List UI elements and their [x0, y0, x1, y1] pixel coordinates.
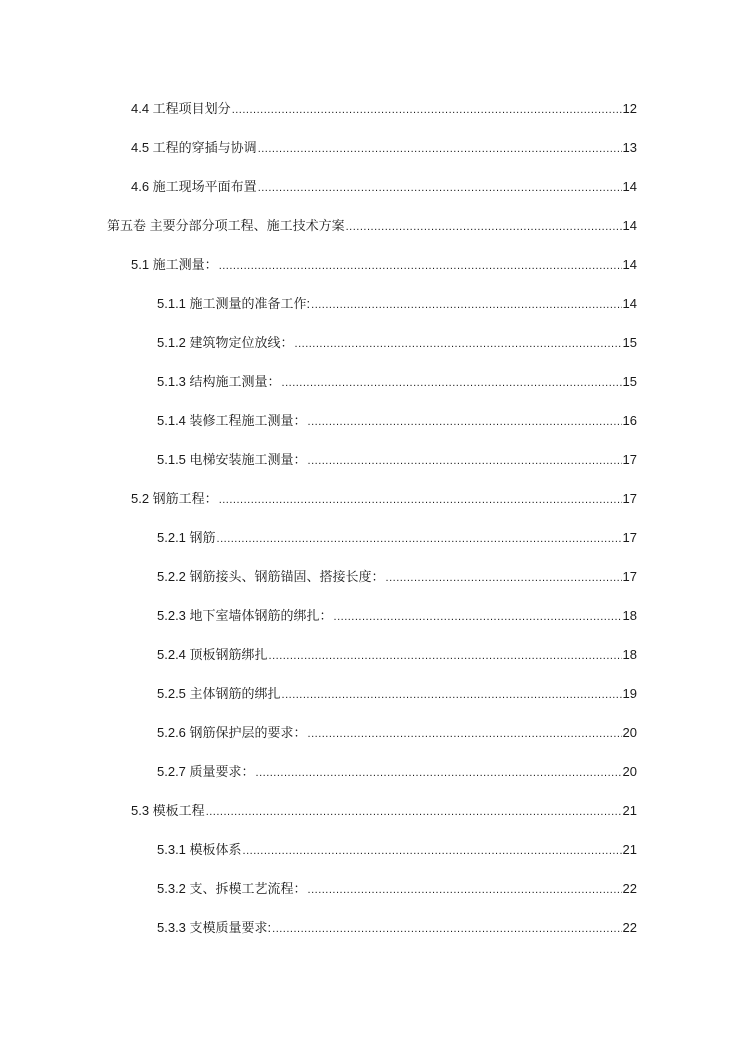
toc-entry-5-2-2[interactable] — [157, 568, 637, 586]
toc-entry-page: 12 — [622, 101, 637, 116]
toc-entry-5-3-1[interactable] — [157, 841, 637, 859]
toc-dot-leader — [256, 765, 622, 781]
toc-entry-4-4[interactable] — [131, 100, 637, 118]
toc-entry-label: 5.1.3 结构施工测量： — [157, 374, 281, 389]
toc-dot-leader — [308, 414, 622, 430]
toc-entry-5-2-5[interactable] — [157, 685, 637, 703]
toc-dot-leader — [308, 882, 622, 898]
toc-entry-label: 5.3.2 支、拆模工艺流程： — [157, 881, 307, 896]
toc-entry-5-2-4[interactable] — [157, 646, 637, 664]
toc-dot-leader — [311, 297, 621, 313]
toc-dot-leader — [295, 336, 622, 352]
toc-entry-page: 17 — [622, 452, 637, 467]
toc-entry-5-2[interactable] — [131, 490, 637, 508]
toc-dot-leader — [282, 687, 622, 703]
toc-entry-label: 5.1.5 电梯安装施工测量： — [157, 452, 307, 467]
toc-entry-label: 5.2.2 钢筋接头、钢筋锚固、搭接长度： — [157, 569, 385, 584]
toc-entry-5-3-3[interactable] — [157, 919, 637, 937]
toc-dot-leader — [217, 531, 622, 547]
toc-entry-page: 14 — [622, 257, 637, 272]
toc-entry-label: 5.2.5 主体钢筋的绑扎 — [157, 686, 281, 701]
toc-entry-label: 5.1 施工测量： — [131, 257, 218, 272]
toc-entry-page: 17 — [622, 491, 637, 506]
toc-dot-leader — [269, 648, 622, 664]
toc-dot-leader — [308, 453, 622, 469]
toc-dot-leader — [272, 921, 621, 937]
toc-entry-label: 5.3 模板工程 — [131, 803, 205, 818]
toc-entry-label: 5.3.3 支模质量要求: — [157, 920, 272, 935]
toc-entry-label: 5.3.1 模板体系 — [157, 842, 242, 857]
toc-dot-leader — [206, 804, 622, 820]
toc-entry-page: 18 — [622, 647, 637, 662]
toc-entry-label: 5.1.1 施工测量的准备工作: — [157, 296, 311, 311]
toc-entry-page: 20 — [622, 764, 637, 779]
toc-entry-volume-5[interactable] — [107, 217, 637, 235]
toc-entry-label: 4.6 施工现场平面布置 — [131, 179, 257, 194]
toc-entry-4-5[interactable] — [131, 139, 637, 157]
toc-dot-leader — [386, 570, 622, 586]
toc-entry-page: 21 — [622, 803, 637, 818]
toc-entry-page: 19 — [622, 686, 637, 701]
toc-dot-leader — [282, 375, 622, 391]
toc-entry-page: 17 — [622, 530, 637, 545]
toc-entry-5-3-2[interactable] — [157, 880, 637, 898]
toc-entry-page: 17 — [622, 569, 637, 584]
toc-dot-leader — [334, 609, 622, 625]
toc-entry-label: 5.2.3 地下室墙体钢筋的绑扎： — [157, 608, 333, 623]
toc-entry-label: 5.1.2 建筑物定位放线： — [157, 335, 294, 350]
toc-entry-label: 5.2 钢筋工程： — [131, 491, 218, 506]
toc-entry-page: 18 — [622, 608, 637, 623]
toc-entry-5-1[interactable] — [131, 256, 637, 274]
toc-dot-leader — [219, 258, 622, 274]
toc-entry-label: 4.4 工程项目划分 — [131, 101, 231, 116]
toc-entry-5-2-3[interactable] — [157, 607, 637, 625]
toc-entry-page: 21 — [622, 842, 637, 857]
toc-entry-5-1-1[interactable] — [157, 295, 637, 313]
toc-entry-5-2-1[interactable] — [157, 529, 637, 547]
toc-dot-leader — [308, 726, 622, 742]
toc-entry-5-2-6[interactable] — [157, 724, 637, 742]
toc-entry-page: 20 — [622, 725, 637, 740]
toc-entry-page: 22 — [622, 881, 637, 896]
toc-dot-leader — [258, 180, 622, 196]
toc-entry-label: 5.1.4 装修工程施工测量： — [157, 413, 307, 428]
toc-entry-label: 5.2.7 质量要求： — [157, 764, 255, 779]
toc-entry-page: 14 — [622, 218, 637, 233]
toc-entry-label: 5.2.1 钢筋 — [157, 530, 216, 545]
toc-entry-page: 15 — [622, 335, 637, 350]
toc-entry-5-1-4[interactable] — [157, 412, 637, 430]
toc-entry-5-3[interactable] — [131, 802, 637, 820]
toc-entry-page: 15 — [622, 374, 637, 389]
toc-dot-leader — [243, 843, 622, 859]
toc-entry-page: 16 — [622, 413, 637, 428]
toc-entry-5-1-3[interactable] — [157, 373, 637, 391]
toc-entry-page: 14 — [622, 296, 637, 311]
toc-entry-label: 第五卷 主要分部分项工程、施工技术方案 — [107, 218, 345, 233]
toc-dot-leader — [346, 219, 622, 235]
toc-entry-5-2-7[interactable] — [157, 763, 637, 781]
toc-dot-leader — [219, 492, 622, 508]
toc-entry-label: 5.2.6 钢筋保护层的要求： — [157, 725, 307, 740]
toc-entry-5-1-5[interactable] — [157, 451, 637, 469]
toc-entry-4-6[interactable] — [131, 178, 637, 196]
toc-entry-label: 4.5 工程的穿插与协调 — [131, 140, 257, 155]
toc-entry-label: 5.2.4 顶板钢筋绑扎 — [157, 647, 268, 662]
toc-entry-page: 13 — [622, 140, 637, 155]
toc-entry-page: 22 — [622, 920, 637, 935]
toc-dot-leader — [232, 102, 622, 118]
toc-entry-5-1-2[interactable] — [157, 334, 637, 352]
toc-dot-leader — [258, 141, 622, 157]
toc-entry-page: 14 — [622, 179, 637, 194]
